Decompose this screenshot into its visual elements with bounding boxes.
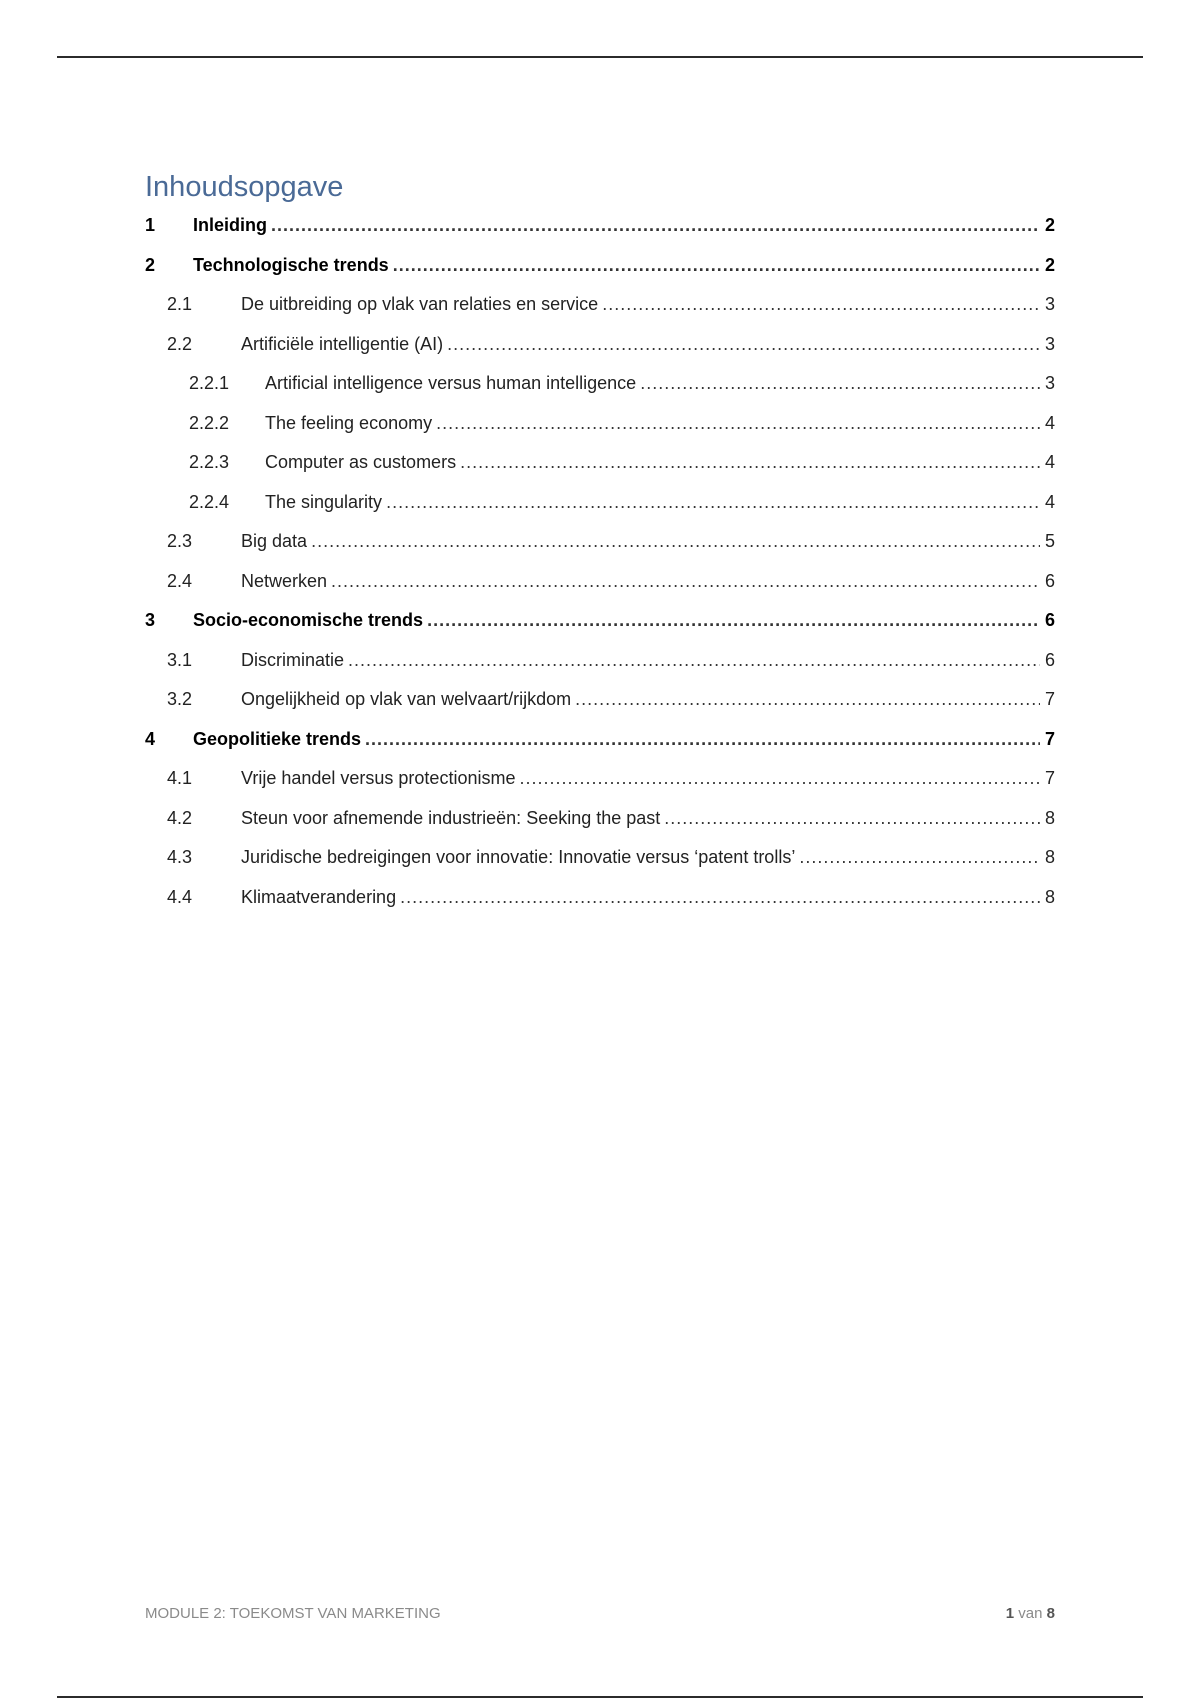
toc-entry[interactable] — [145, 522, 1055, 562]
toc-entry-page: 2 — [1044, 254, 1055, 275]
toc-dot-leader — [348, 641, 1040, 681]
toc-entry-title: Netwerken — [241, 570, 328, 591]
toc-entry[interactable] — [145, 601, 1055, 641]
toc-entry-number: 2.4 — [167, 570, 193, 591]
footer-page-total: 8 — [1046, 1605, 1055, 1622]
toc-entry-title: Inleiding — [193, 215, 267, 235]
toc-dot-leader — [331, 562, 1040, 602]
page-footer — [145, 1605, 1055, 1622]
toc-entry-title: De uitbreiding op vlak van relaties en service — [241, 294, 599, 314]
toc-entry-page: 5 — [1044, 531, 1055, 551]
toc-entry-title: Big data — [241, 531, 308, 551]
toc-dot-leader — [519, 759, 1040, 799]
toc-entry-title: Socio-economische trends — [193, 610, 424, 630]
toc-dot-leader — [311, 522, 1040, 562]
toc-dot-leader — [271, 206, 1040, 246]
toc-entry[interactable] — [145, 562, 1055, 602]
toc-entry-number: 3.2 — [167, 689, 193, 709]
toc-entry-page: 8 — [1044, 886, 1055, 907]
toc-entry-page: 2 — [1044, 215, 1055, 235]
toc-entry[interactable] — [145, 878, 1055, 918]
toc-entry-number: 2.3 — [167, 531, 193, 551]
toc-entry[interactable] — [145, 720, 1055, 760]
toc-entry-title: Geopolitieke trends — [193, 728, 362, 749]
toc-entry-number: 1 — [145, 215, 156, 235]
toc-entry-page: 4 — [1044, 452, 1055, 472]
toc-entry-number: 4.4 — [167, 886, 193, 907]
toc-dot-leader — [640, 364, 1040, 404]
toc-entry[interactable] — [145, 799, 1055, 839]
toc-entry-page: 4 — [1044, 491, 1055, 512]
toc-entry-number: 2.2 — [167, 333, 193, 354]
footer-page-count — [1006, 1605, 1055, 1622]
toc-entry-number: 4.3 — [167, 847, 193, 867]
toc-entry-page: 7 — [1044, 728, 1055, 749]
toc-entry[interactable] — [145, 246, 1055, 286]
toc-entry[interactable] — [145, 680, 1055, 720]
footer-page-separator: van — [1018, 1605, 1043, 1622]
toc-entry-title: Computer as customers — [265, 452, 457, 472]
toc-entry[interactable] — [145, 483, 1055, 523]
toc-entry-page: 3 — [1044, 333, 1055, 354]
toc-entry-page: 6 — [1044, 610, 1055, 630]
toc-entry-number: 2 — [145, 254, 156, 275]
toc-entry-title: Steun voor afnemende industrieën: Seeking the past — [241, 807, 661, 828]
toc-entry-page: 7 — [1044, 689, 1055, 709]
toc-entry-number: 3.1 — [167, 649, 193, 670]
toc-entry-page: 7 — [1044, 768, 1055, 788]
toc-entry-title: Artificiële intelligentie (AI) — [241, 333, 444, 354]
toc-entry-number: 2.2.4 — [189, 491, 230, 512]
toc-entry[interactable] — [145, 443, 1055, 483]
toc-entry-title: Artificial intelligence versus human intelligence — [265, 373, 637, 393]
toc-entry-number: 2.2.1 — [189, 373, 230, 393]
toc-title: Inhoudsopgave — [145, 171, 344, 203]
toc-entry-number: 2.2.2 — [189, 412, 230, 433]
toc-dot-leader — [365, 720, 1040, 760]
toc-entry-number: 2.1 — [167, 294, 193, 314]
toc-entry-page: 3 — [1044, 373, 1055, 393]
toc-dot-leader — [436, 404, 1040, 444]
toc-dot-leader — [386, 483, 1040, 523]
toc-entry[interactable] — [145, 404, 1055, 444]
toc-dot-leader — [400, 878, 1040, 918]
toc-entry-title: The singularity — [265, 491, 383, 512]
toc-entry-page: 3 — [1044, 294, 1055, 314]
footer-module-title: MODULE 2: TOEKOMST VAN MARKETING — [145, 1605, 441, 1622]
toc-dot-leader — [602, 285, 1040, 325]
toc-entry-page: 4 — [1044, 412, 1055, 433]
toc-dot-leader — [427, 601, 1040, 641]
toc-entry[interactable] — [145, 759, 1055, 799]
toc-dot-leader — [393, 246, 1040, 286]
toc-entry[interactable] — [145, 838, 1055, 878]
toc-entry-number: 2.2.3 — [189, 452, 230, 472]
toc-entry[interactable] — [145, 641, 1055, 681]
toc-dot-leader — [664, 799, 1040, 839]
header-rule — [57, 56, 1143, 58]
toc-dot-leader — [799, 838, 1040, 878]
toc-entry-page: 8 — [1044, 847, 1055, 867]
toc-entry-title: Technologische trends — [193, 254, 389, 275]
toc-entry[interactable] — [145, 325, 1055, 365]
toc-entry-title: The feeling economy — [265, 412, 433, 433]
toc-entry-page: 6 — [1044, 570, 1055, 591]
toc-entry[interactable] — [145, 364, 1055, 404]
footer-rule — [57, 1696, 1143, 1698]
toc-entry-page: 8 — [1044, 807, 1055, 828]
toc-entry-number: 4.1 — [167, 768, 193, 788]
toc-entry-title: Vrije handel versus protectionisme — [241, 768, 516, 788]
toc-entry[interactable] — [145, 285, 1055, 325]
toc-dot-leader — [460, 443, 1040, 483]
toc-entry-title: Discriminatie — [241, 649, 345, 670]
toc-entry-page: 6 — [1044, 649, 1055, 670]
toc-entry-title: Juridische bedreigingen voor innovatie: Innovatie versus ‘patent trolls’ — [241, 847, 796, 867]
toc-entry[interactable] — [145, 206, 1055, 246]
table-of-contents — [145, 168, 1055, 917]
toc-entry-number: 3 — [145, 610, 156, 630]
toc-dot-leader — [447, 325, 1040, 365]
toc-dot-leader — [575, 680, 1040, 720]
footer-page-current: 1 — [1005, 1605, 1015, 1622]
toc-list — [145, 206, 1055, 917]
toc-entry-title: Ongelijkheid op vlak van welvaart/rijkdom — [241, 689, 572, 709]
toc-entry-number: 4.2 — [167, 807, 193, 828]
toc-entry-title: Klimaatverandering — [241, 886, 397, 907]
toc-entry-number: 4 — [145, 728, 156, 749]
